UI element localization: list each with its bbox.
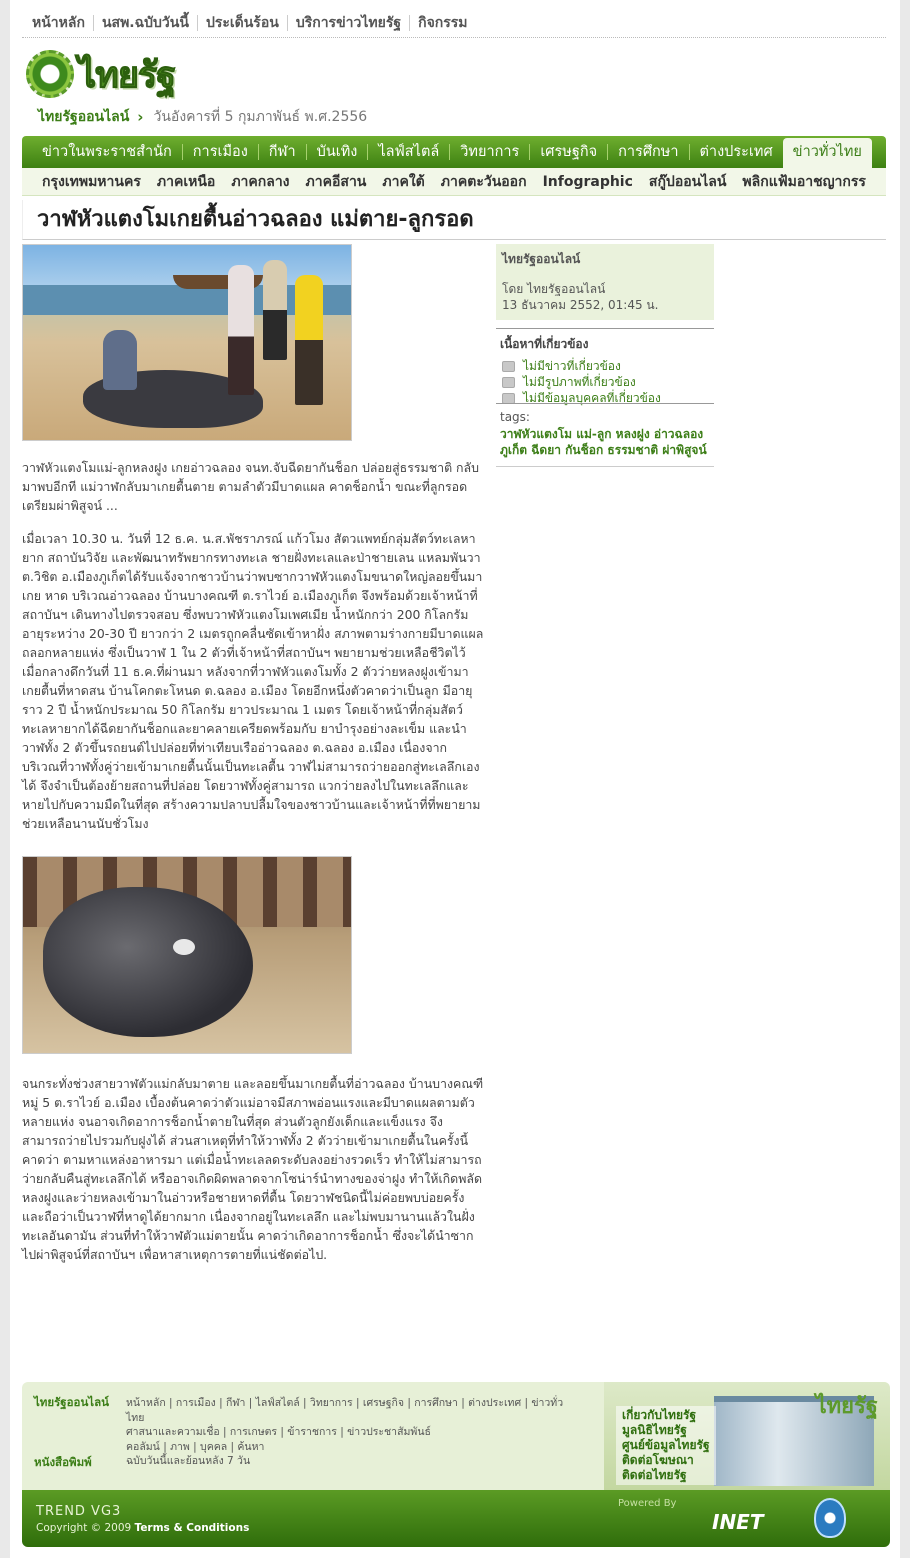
article-photo-beach[interactable] [22, 244, 352, 441]
subnav-east[interactable]: ภาคตะวันออก [440, 173, 527, 190]
footer-print-label[interactable]: หนังสือพิมพ์ [34, 1455, 92, 1469]
topnav-hot-issues[interactable]: ประเด็นร้อน [198, 15, 288, 31]
nav-lifestyle[interactable]: ไลฟ์สไตล์ [378, 144, 440, 160]
footer-online-links [126, 1396, 566, 1454]
footer-print-links[interactable]: ฉบับวันนี้และย้อนหลัง 7 วัน [126, 1455, 251, 1467]
topnav-home[interactable]: หน้าหลัก [22, 15, 94, 31]
gear-logo-icon [26, 50, 74, 98]
publish-date: 13 ธันวาคม 2552, 01:45 น. [502, 298, 659, 312]
copyright [36, 1522, 249, 1534]
footer-online-links-3[interactable]: คอลัมน์ | ภาพ | บุคคล | ค้นหา [126, 1440, 265, 1453]
promo-advertising[interactable]: ติดต่อโฆษณา [622, 1453, 694, 1467]
logo-text: ไทยรัฐ [78, 53, 176, 96]
chevron-right-icon: › [137, 108, 144, 126]
article-body-paragraph-2: จนกระทั่งช่วงสายวาฬตัวแม่กลับมาตาย และลอยขึ้นมาเกยตื้นที่อ่าวฉลอง บ้านบางคณฑี หมู่ 5 ต.ราไวย์ อ.เมือง เบื้องต้นคาดว่าตัวแม่อาจมีสภาพอ่อนแรงและมีบาดแผลตามตัวหลายแห่ง จนอาจเกิดอาการช็อกน้ำตายในที่สุด ส่วนตัวลูกยังเด็กและแข็งแรง จึงสามารถว่ายไปรวมกับฝูงได้ ส่วนสาเหตุที่ทำให้วาฬทั้ง 2 ตัวว่ายเข้ามาเกยตื้นในครั้งนี้คาดว่า ตามหาแหล่งอาหารมา แต่เมื่อน้ำทะเลลดระดับลงอย่างรวดเร็ว ทำให้ไม่สามารถว่ายกลับคืนสู่ทะเลลึกได้ หรืออาจเกิดผิดพลาดจากโซน่าร์นำทางของจ่าฝูง ทำให้เกิดพลัดหลงฝูงและว่ายหลงเข้ามาในอ่าวหรือชายหาดที่ตื้น โดยวาฬชนิดนี้ไม่ค่อยพบบ่อยครั้ง และถือว่าเป็นวาฬที่หาดูได้ยากมาก เนื่องจากอยู่ในทะเลลึก และไม่พบมานานแล้วในฝั่งทะเลอันดามัน ส่วนที่ทำให้วาฬตัวแม่ตายนั้น คาดว่าเกิดอาการช็อกน้ำ ซึ่งจะได้นำซากไปผ่าพิสูจน์ที่สถาบันฯ เพื่อหาสาเหตุการตายที่แน่ชัดต่อไป. [22, 1076, 484, 1262]
person-standing-3 [295, 275, 323, 405]
promo-data-center[interactable]: ศูนย์ข้อมูลไทยรัฐ [622, 1438, 710, 1452]
inet-logo[interactable]: INET [712, 1510, 764, 1534]
trend-logo: TREND VG3 [36, 1504, 122, 1519]
main-nav [22, 136, 886, 168]
subnav-northeast[interactable]: ภาคอีสาน [305, 173, 367, 190]
person-standing-2 [263, 260, 287, 360]
promo-about[interactable]: เกี่ยวกับไทยรัฐ [622, 1408, 697, 1422]
related-title: เนื้อหาที่เกี่ยวข้อง [500, 337, 589, 351]
tags-label: tags: [500, 410, 530, 424]
site-logo[interactable] [26, 48, 212, 100]
powered-by: Powered By [618, 1498, 677, 1509]
page [10, 0, 900, 1558]
news-icon [502, 361, 515, 372]
related-news-label: ไม่มีข่าวที่เกี่ยวข้อง [523, 359, 621, 373]
subnav-central[interactable]: ภาคกลาง [231, 173, 290, 190]
terms-link[interactable]: Terms & Conditions [134, 1522, 250, 1534]
nav-economy[interactable]: เศรษฐกิจ [540, 144, 598, 160]
nav-politics[interactable]: การเมือง [192, 144, 248, 160]
whale-tag [173, 939, 195, 955]
nav-entertainment[interactable]: บันเทิง [316, 144, 358, 160]
footer-online-links-1[interactable]: หน้าหลัก | การเมือง | กีฬา | ไลฟ์สไตล์ | วิทยาการ | เศรษฐกิจ | การศึกษา | ต่างประเทศ | ข่าวทั่วไทย [126, 1397, 564, 1424]
article-headline: วาฬหัวแตงโมเกยตื้นอ่าวฉลอง แม่ตาย-ลูกรอด [22, 200, 886, 240]
topnav-activities[interactable]: กิจกรรม [418, 14, 468, 31]
subnav-south[interactable]: ภาคใต้ [382, 173, 425, 190]
nav-sports[interactable]: กีฬา [268, 144, 296, 160]
top-nav [22, 8, 886, 38]
tags-section [496, 403, 714, 458]
article-photo-whale[interactable] [22, 856, 352, 1054]
current-date: วันอังคารที่ 5 กุมภาพันธ์ พ.ศ.2556 [153, 109, 368, 125]
copyright-text: Copyright © 2009 [36, 1522, 132, 1534]
promo-contact[interactable]: ติดต่อไทยรัฐ [622, 1468, 687, 1482]
author: โดย ไทยรัฐออนไลน์ [502, 282, 606, 296]
footer-online-links-2[interactable]: ศาสนาและความเชื่อ | การเกษตร | ข้าราชการ | ข่าวประชาสัมพันธ์ [126, 1426, 431, 1438]
subnav-scoop-online[interactable]: สกู๊ปออนไลน์ [648, 173, 727, 190]
topnav-today-paper[interactable]: นสพ.ฉบับวันนี้ [94, 15, 198, 31]
sub-nav [22, 168, 886, 196]
person-icon [502, 393, 515, 404]
emblem-icon [814, 1498, 846, 1538]
article-lead: วาฬหัวแตงโมแม่-ลูกหลงฝูง เกยอ่าวฉลอง จนท.จับฉีดยากันช็อก ปล่อยสู่ธรรมชาติ กลับมาพบอีกที แม่วาฬกลับมาเกยตื้นตาย ตามลำตัวมีบาดแผล คาดช็อกน้ำ ขณะที่ลูกรอดเตรียมผ่าพิสูจน์ ... [22, 460, 480, 513]
subnav-north[interactable]: ภาคเหนือ [156, 173, 216, 190]
nav-education[interactable]: การศึกษา [618, 144, 679, 160]
nav-international[interactable]: ต่างประเทศ [699, 144, 773, 160]
person-kneeling [103, 330, 137, 390]
camera-icon [502, 377, 515, 388]
promo-foundation[interactable]: มูลนิธิไทยรัฐ [622, 1423, 687, 1437]
tags-divider [496, 466, 714, 467]
footer [22, 1382, 890, 1547]
subnav-crime-files[interactable]: พลิกแฟ้มอาชญากรร [742, 173, 866, 190]
nav-nationwide-active[interactable]: ข่าวทั่วไทย [783, 138, 872, 168]
footer-logo: ไทยรัฐ [815, 1393, 878, 1419]
related-news[interactable] [502, 358, 710, 374]
related-photos-label: ไม่มีรูปภาพที่เกี่ยวข้อง [523, 375, 636, 389]
person-standing-1 [228, 265, 254, 395]
dateline-brand[interactable]: ไทยรัฐออนไลน์ [38, 109, 130, 125]
article-info-box [496, 244, 714, 320]
subnav-infographic[interactable]: Infographic [542, 173, 633, 190]
subnav-bangkok[interactable]: กรุงเทพมหานคร [42, 173, 141, 190]
topnav-news-services[interactable]: บริการข่าวไทยรัฐ [288, 15, 410, 31]
related-content [496, 328, 714, 406]
article-body-paragraph: เมื่อเวลา 10.30 น. วันที่ 12 ธ.ค. น.ส.พัชราภรณ์ แก้วโมง สัตวแพทย์กลุ่มสัตว์ทะเลหายาก สถาบันวิจัย และพัฒนาทรัพยากรทางทะเล ชายฝั่งทะเลและป่าชายเลน แหลมพันวา ต.วิชิต อ.เมืองภูเก็ตได้รับแจ้งจากชาวบ้านว่าพบซากวาฬหัวแตงโมขนาดใหญ่ลอยขึ้นมาเกย หาด บริเวณอ่าวฉลอง บ้านบางคณฑี ต.ราไวย์ อ.เมืองภูเก็ต จึงพร้อมด้วยเจ้าหน้าที่สถาบันฯ เดินทางไปตรวจสอบ ซึ่งพบวาฬหัวแตงโมเพศเมีย น้ำหนักกว่า 200 กิโลกรัม อายุระหว่าง 20-30 ปี ยาวกว่า 2 เมตรถูกคลื่นซัดเข้าหาฝั่ง สภาพตามร่างกายมีบาดแผลถลอกหลายแห่ง ซึ่งเป็นวาฬ 1 ใน 2 ตัวที่เจ้าหน้าที่สถาบันฯ พยายามช่วยเหลือชีวิตไว้เมื่อกลางดึกวันที่ 11 ธ.ค.ที่ผ่านมา หลังจากที่วาฬหัวแตงโมทั้ง 2 ตัวว่ายหลงฝูงเข้ามาเกยตื้นที่หาดสน บ้านโคกตะโหนด ต.ฉลอง อ.เมือง โดยอีกหนึ่งตัวคาดว่าเป็นลูก มีอายุราว 2 ปี น้ำหนักประมาณ 50 กิโลกรัม ยาวประมาณ 1 เมตร โดยเจ้าหน้าที่กลุ่มสัตว์ทะเลหายากได้ฉีดยากันช็อกและยาคลายเครียดพร้อมกับ ยาบำรุงอย่างละเข็ม และนำวาฬทั้ง 2 ตัวขึ้นรถยนต์ไปปล่อยที่ท่าเทียบเรืออ่าวฉลอง ต.ฉลอง อ.เมือง เนื่องจากบริเวณที่วาฬทั้งคู่ว่ายเข้ามาเกยตื้นนั้นเป็นทะเลตื้น วาฬไม่สามารถว่ายออกสู่ทะเลลึกเองได้ จึงจำเป็นต้องย้ายสถานที่ปล่อย โดยวาฬทั้งคู่สามารถ แวกว่ายลงไปในทะเลลึกและหายไปกับความมืดในที่สุด สร้างความปลาบปลื้มใจของชาวบ้านและเจ้าหน้าที่ที่พยายามช่วยเหลือนานนับชั่วโมง [22, 531, 484, 831]
footer-online-label[interactable]: ไทยรัฐออนไลน์ [34, 1395, 109, 1409]
source-title: ไทยรัฐออนไลน์ [502, 252, 581, 266]
footer-bar [22, 1490, 890, 1547]
footer-promo [604, 1382, 890, 1490]
related-photos[interactable] [502, 374, 710, 390]
footer-links [22, 1382, 604, 1490]
promo-links [616, 1406, 716, 1485]
nav-royal-news[interactable]: ข่าวในพระราชสำนัก [42, 144, 172, 160]
nav-science[interactable]: วิทยาการ [460, 144, 520, 160]
dateline [38, 106, 367, 128]
related-people-label: ไม่มีข้อมูลบุคคลที่เกี่ยวข้อง [523, 391, 661, 405]
tag-links[interactable]: วาฬหัวแตงโม แม่-ลูก หลงฝูง อ่าวฉลอง ภูเก็ต ฉีดยา กันช็อก ธรรมชาติ ผ่าพิสูจน์ [500, 427, 707, 457]
